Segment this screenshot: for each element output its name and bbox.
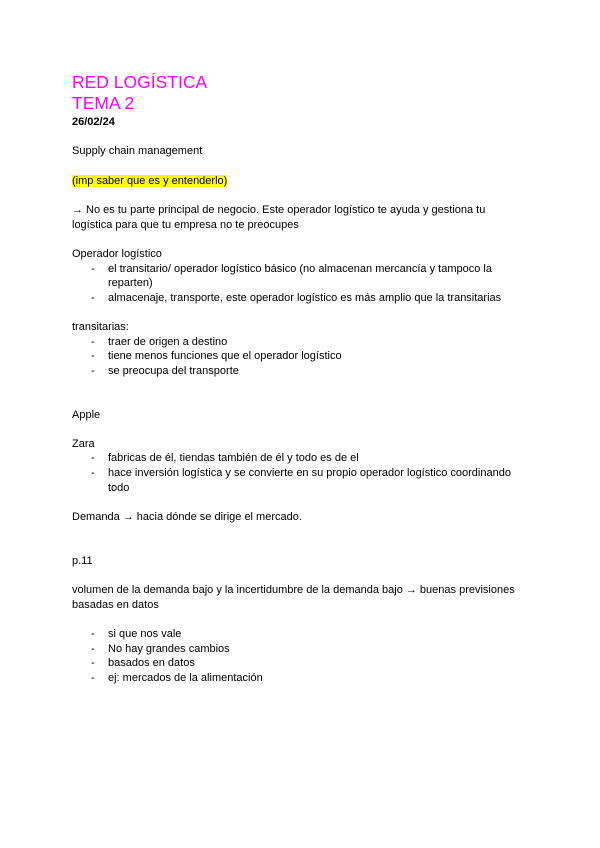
highlighted-note	[72, 174, 227, 189]
list-item-continued: reparten)	[108, 277, 153, 289]
list-item: el transitario/ operador logístico básico (no almacenan mercancía y tampoco la	[108, 263, 492, 275]
list-item: basados en datos	[108, 657, 195, 669]
list-item-continued: todo	[108, 482, 130, 494]
highlight-text: (imp saber que es y entenderlo)	[72, 175, 228, 187]
list-item: No hay grandes cambios	[108, 643, 230, 655]
bullet-dash: -	[91, 672, 95, 684]
bullet-dash: -	[91, 643, 95, 655]
list-item: fabricas de él, tiendas también de él y todo es de el	[108, 452, 359, 464]
bullet-dash: -	[91, 452, 95, 464]
demanda-line: Demanda → hacia dónde se dirige el mercado.	[72, 511, 302, 523]
bullet-dash: -	[91, 263, 95, 275]
paragraph-line: volumen de la demanda bajo y la incertidumbre de la demanda bajo → buenas previsiones	[72, 584, 515, 596]
list-item: almacenaje, transporte, este operador logístico es más amplio que la transitarias	[108, 292, 502, 304]
bullet-dash: -	[91, 350, 95, 362]
doc-title: RED LOGÍSTICA	[72, 72, 208, 92]
bullet-dash: -	[91, 657, 95, 669]
bullet-dash: -	[91, 292, 95, 304]
list-item: ej: mercados de la alimentación	[108, 672, 263, 684]
list-item: hace inversión logística y se convierte en su propio operador logístico coordinando	[108, 467, 511, 479]
doc-date: 26/02/24	[72, 116, 115, 128]
bullet-dash: -	[91, 467, 95, 479]
page-reference: p.11	[72, 555, 93, 567]
doc-subtitle: TEMA 2	[72, 93, 135, 113]
subject-line: Supply chain management	[72, 145, 203, 157]
apple-heading: Apple	[72, 409, 101, 421]
section-heading-transitarias: transitarias:	[72, 321, 129, 333]
bullet-dash: -	[91, 628, 95, 640]
bullet-dash: -	[91, 336, 95, 348]
list-item: tiene menos funciones que el operador logístico	[108, 350, 342, 362]
list-item: traer de origen a destino	[108, 336, 228, 348]
list-item: se preocupa del transporte	[108, 365, 239, 377]
section-heading-operador: Operador logístico	[72, 248, 162, 260]
list-item: si que nos vale	[108, 628, 182, 640]
paragraph-line: logística para que tu empresa no te preocupes	[72, 219, 299, 231]
bullet-dash: -	[91, 365, 95, 377]
paragraph-line: basadas en datos	[72, 599, 159, 611]
paragraph-line: → No es tu parte principal de negocio. Este operador logístico te ayuda y gestiona tu	[72, 204, 486, 216]
section-heading-zara: Zara	[72, 438, 95, 450]
